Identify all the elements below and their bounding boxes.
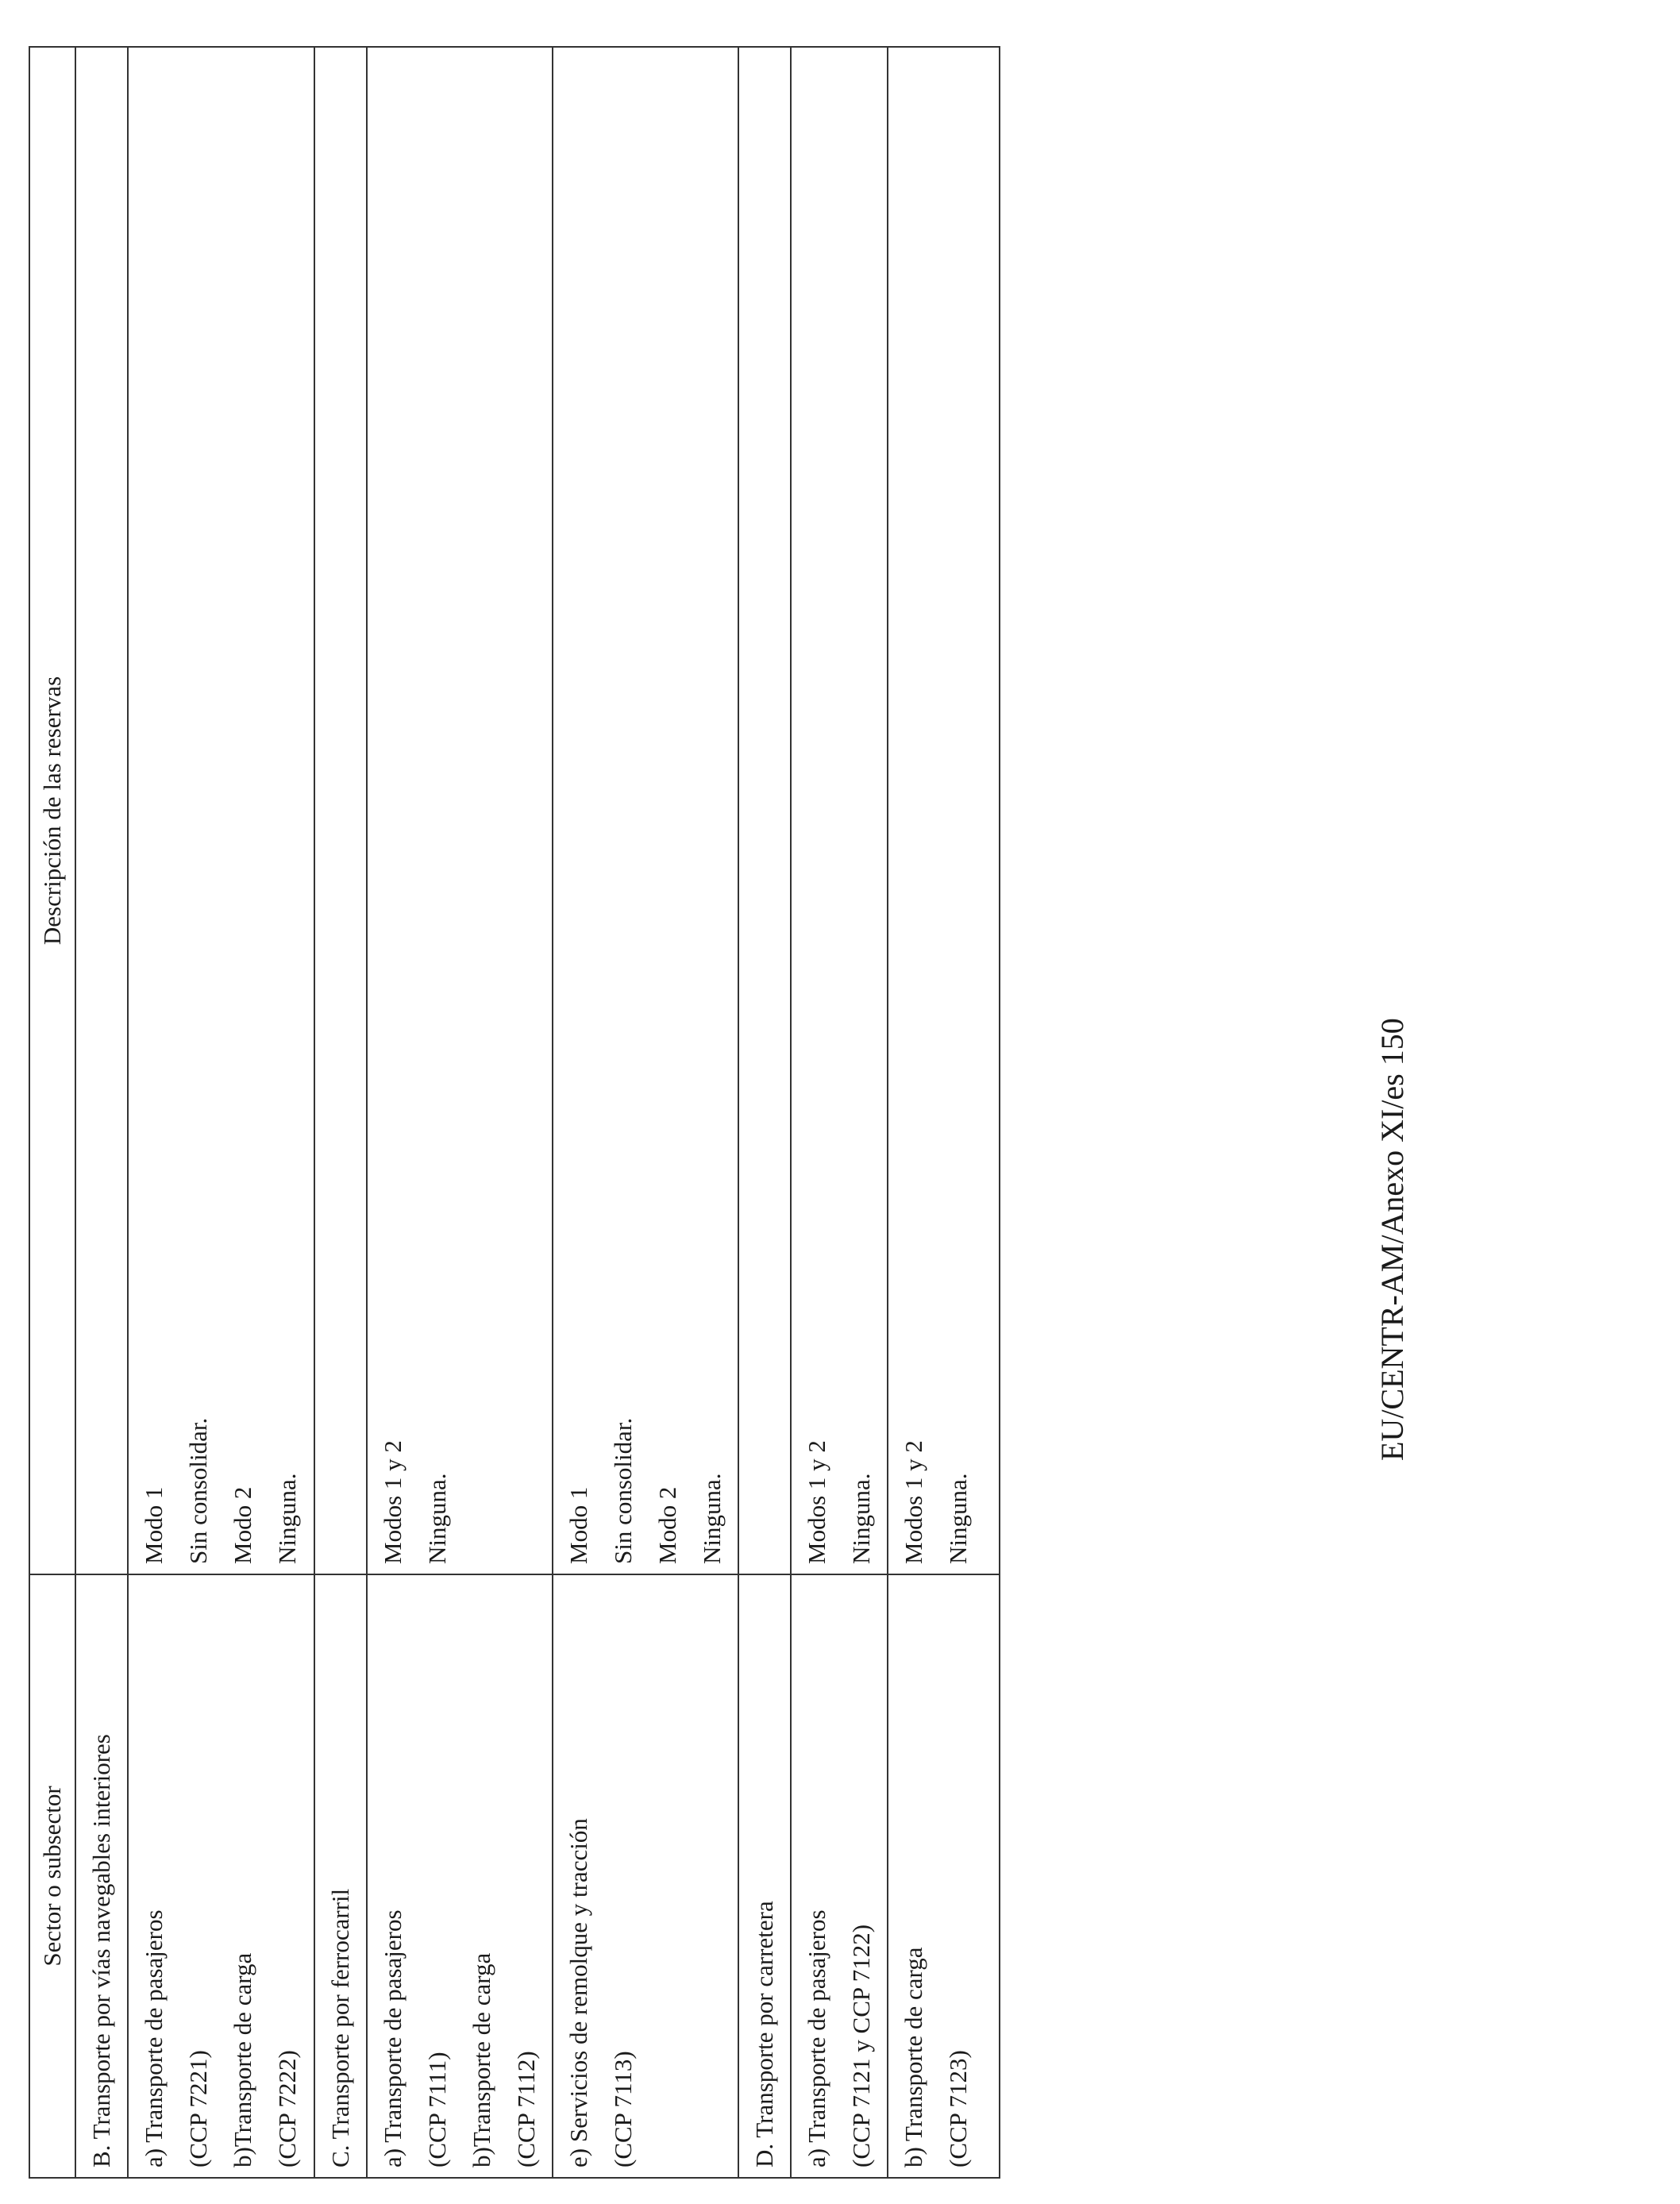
description-line: Modo 2: [229, 1486, 256, 1564]
sector-line: a) Transporte de pasajeros: [379, 1909, 407, 2167]
reservations-table: [29, 46, 1000, 2179]
sector-cell: [553, 1574, 738, 2178]
table-row: [128, 47, 314, 2178]
description-line: Modos 1 y 2: [379, 1440, 407, 1564]
sector-line: (CCP 7221): [184, 2050, 212, 2167]
sector-line: b) Transporte de carga: [900, 1947, 927, 2167]
sector-line: e) Servicios de remolque y tracción: [564, 1818, 592, 2167]
section-empty-cell: [314, 47, 367, 1574]
description-cell: [888, 47, 1000, 1574]
description-line: Modo 2: [653, 1486, 681, 1564]
sector-line: a) Transporte de pasajeros: [140, 1909, 168, 2167]
sector-cell: [791, 1574, 888, 2178]
sector-line: a) Transporte de pasajeros: [803, 1909, 830, 2167]
description-cell: [791, 47, 888, 1574]
table-row: [791, 47, 888, 2178]
description-line: Sin consolidar.: [609, 1417, 637, 1564]
description-line: Modos 1 y 2: [803, 1440, 830, 1564]
description-line: Ninguna.: [847, 1473, 875, 1564]
sector-line: b)Transporte de carga: [229, 1952, 256, 2167]
header-sector: Sector o subsector: [29, 1574, 75, 2178]
footer: [1374, 905, 1469, 1461]
description-line: Ninguna.: [698, 1473, 726, 1564]
description-line: Ninguna.: [944, 1473, 972, 1564]
section-row: [738, 47, 791, 2178]
footer-reference: EU/CENTR-AM/Anexo XI/es 150: [1374, 1018, 1410, 1461]
description-cell: [367, 47, 553, 1574]
section-empty-cell: [738, 47, 791, 1574]
section-label: B. Transporte por vías navegables interiores: [75, 1574, 128, 2178]
table-row: [367, 47, 553, 2178]
section-empty-cell: [75, 47, 128, 1574]
section-label: C. Transporte por ferrocarril: [314, 1574, 367, 2178]
sector-line: (CCP 7121 y CCP 7122): [847, 1924, 875, 2167]
sector-line: (CCP 7222): [273, 2050, 301, 2167]
description-line: Modo 1: [140, 1486, 168, 1564]
section-label: D. Transporte por carretera: [738, 1574, 791, 2178]
table-header-row: [29, 47, 75, 2178]
rotated-table-container: [29, 48, 973, 2179]
sector-cell: [888, 1574, 1000, 2178]
sector-line: (CCP 7113): [609, 2051, 637, 2167]
sector-line: (CCP 7111): [423, 2052, 451, 2167]
section-row: [314, 47, 367, 2178]
sector-line: (CCP 7123): [944, 2050, 972, 2167]
description-line: Modo 1: [564, 1486, 592, 1564]
sector-line: b)Transporte de carga: [468, 1952, 495, 2167]
sector-cell: [128, 1574, 314, 2178]
description-cell: [128, 47, 314, 1574]
table-row: [553, 47, 738, 2178]
description-line: Sin consolidar.: [184, 1417, 212, 1564]
sector-cell: [367, 1574, 553, 2178]
description-line: Ninguna.: [423, 1473, 451, 1564]
description-cell: [553, 47, 738, 1574]
description-line: Ninguna.: [273, 1473, 301, 1564]
section-row: [75, 47, 128, 2178]
header-description: Descripción de las reservas: [29, 47, 75, 1574]
description-line: Modos 1 y 2: [900, 1440, 927, 1564]
sector-line: (CCP 7112): [512, 2051, 540, 2167]
table-row: [888, 47, 1000, 2178]
